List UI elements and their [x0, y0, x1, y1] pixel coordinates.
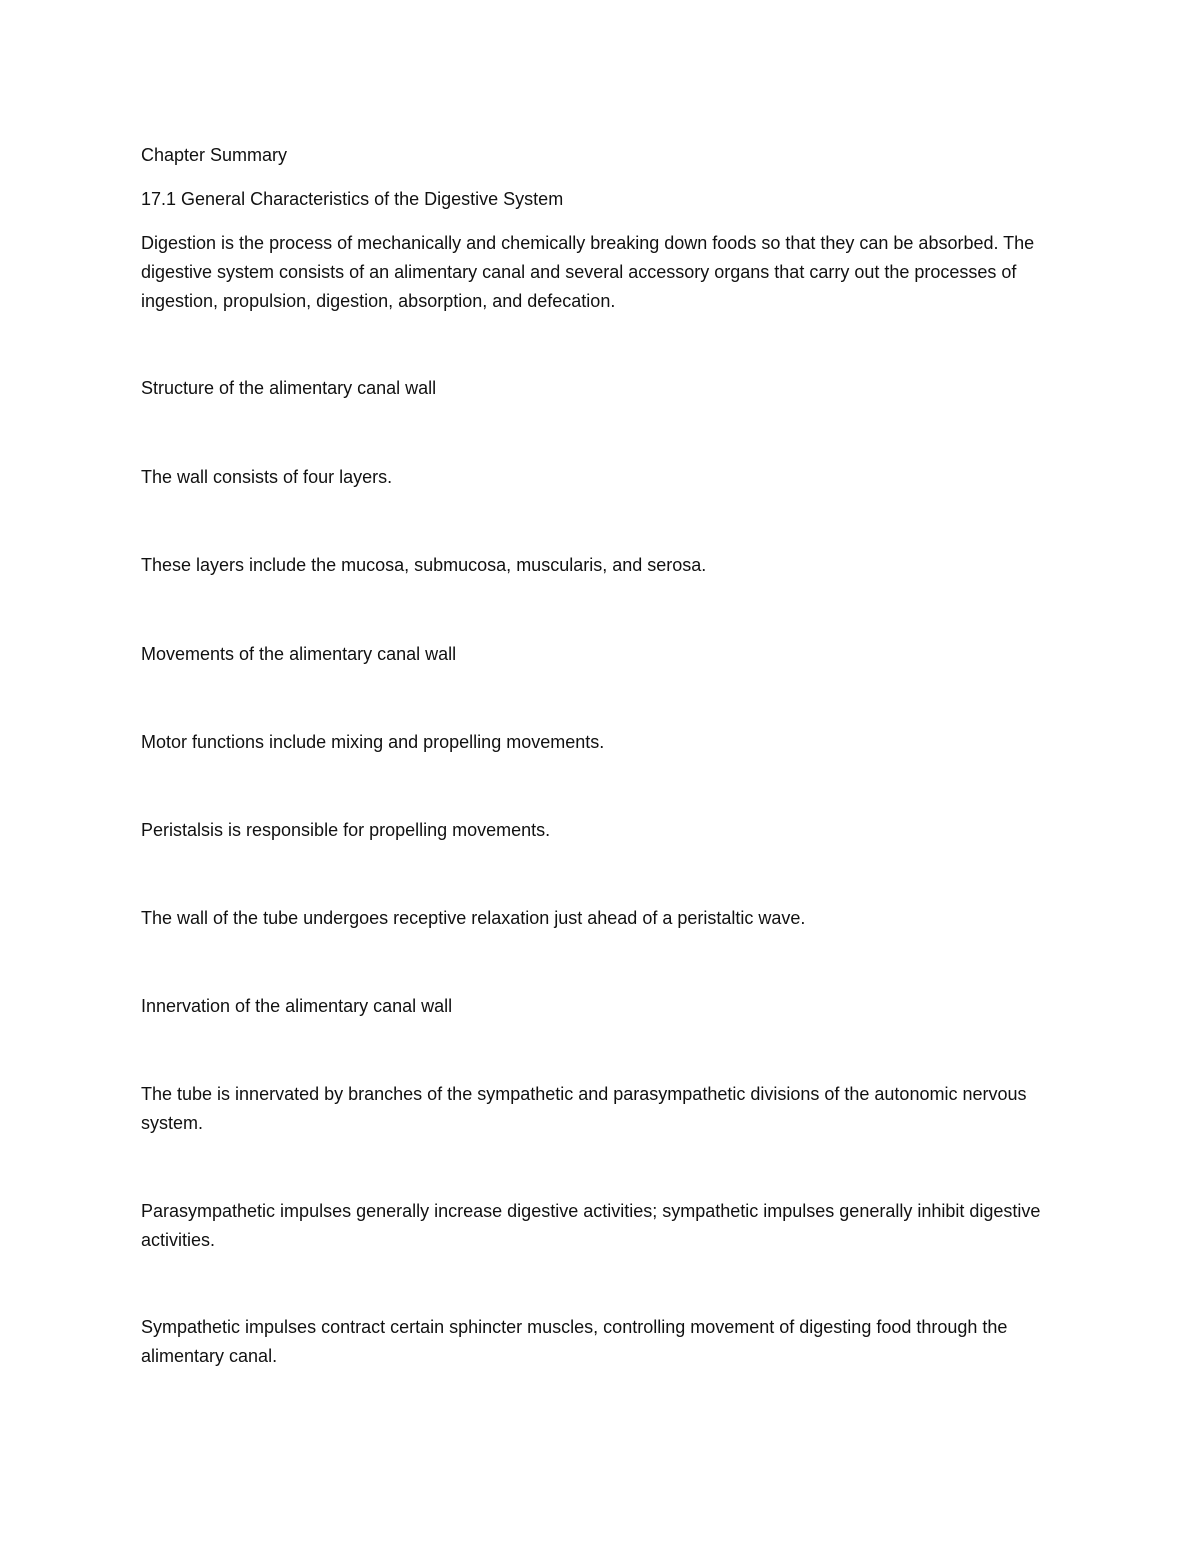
innervation-heading: Innervation of the alimentary canal wall — [141, 996, 453, 1016]
structure-paragraph-1: The wall consists of four layers. — [141, 467, 393, 487]
movements-paragraph-2: Peristalsis is responsible for propelling movements. — [141, 820, 551, 840]
innervation-paragraph-1: The tube is innervated by branches of the sympathetic and parasympathetic divisions of the autonomic nervous system. — [141, 1084, 1027, 1133]
structure-heading: Structure of the alimentary canal wall — [141, 378, 437, 398]
movements-paragraph-3: The wall of the tube undergoes receptive relaxation just ahead of a peristaltic wave. — [141, 908, 806, 928]
section-title: 17.1 General Characteristics of the Digestive System — [141, 189, 564, 209]
chapter-heading: Chapter Summary — [141, 145, 288, 165]
intro-paragraph: Digestion is the process of mechanically and chemically breaking down foods so that they can be absorbed. The digestive system consists of an alimentary canal and several accessory organs that carry out the processes of ingestion, propulsion, digestion, absorption, and defecation. — [141, 233, 1035, 311]
innervation-paragraph-3: Sympathetic impulses contract certain sphincter muscles, controlling movement of digesting food through the alimentary canal. — [141, 1317, 1008, 1366]
structure-paragraph-2: These layers include the mucosa, submucosa, muscularis, and serosa. — [141, 555, 707, 575]
movements-heading: Movements of the alimentary canal wall — [141, 644, 457, 664]
movements-paragraph-1: Motor functions include mixing and propelling movements. — [141, 732, 605, 752]
innervation-paragraph-2: Parasympathetic impulses generally increase digestive activities; sympathetic impulses generally inhibit digestive activities. — [141, 1201, 1041, 1250]
